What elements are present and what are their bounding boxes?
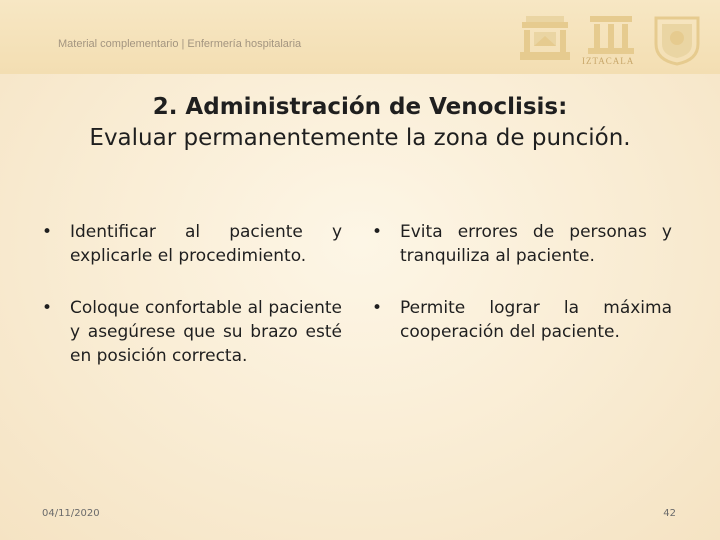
bullet-icon: •: [42, 298, 53, 318]
list-item-text: Evita errores de personas y tranquiliza al paciente.: [400, 222, 672, 266]
left-column: [30, 220, 342, 368]
fes-building-logo-icon: [520, 16, 570, 60]
list-item-text: Identificar al paciente y explicarle el procedimiento.: [70, 222, 342, 266]
list-item: [30, 220, 342, 268]
list-item-text: Coloque confortable al paciente y asegúrese que su brazo esté en posición correcta.: [70, 298, 342, 366]
right-column: [360, 220, 672, 344]
iztacala-logo-icon: [586, 16, 636, 56]
bullet-icon: •: [42, 222, 53, 242]
slide-title: [20, 92, 700, 154]
bullet-icon: •: [372, 222, 383, 242]
bullet-icon: •: [372, 298, 383, 318]
footer-date: 04/11/2020: [42, 508, 100, 519]
header-text: Material complementario | Enfermería hospitalaria: [58, 38, 302, 50]
list-item: [30, 296, 342, 368]
unam-seal-icon: [652, 14, 702, 66]
page-number: 42: [663, 508, 676, 519]
list-item: [360, 220, 672, 268]
logo-caption: IZTACALA: [582, 56, 635, 66]
title-line-2: Evaluar permanentemente la zona de punción.: [89, 125, 631, 151]
list-item-text: Permite lograr la máxima cooperación del paciente.: [400, 298, 672, 342]
title-line-1: 2. Administración de Venoclisis:: [152, 94, 568, 120]
list-item: [360, 296, 672, 344]
